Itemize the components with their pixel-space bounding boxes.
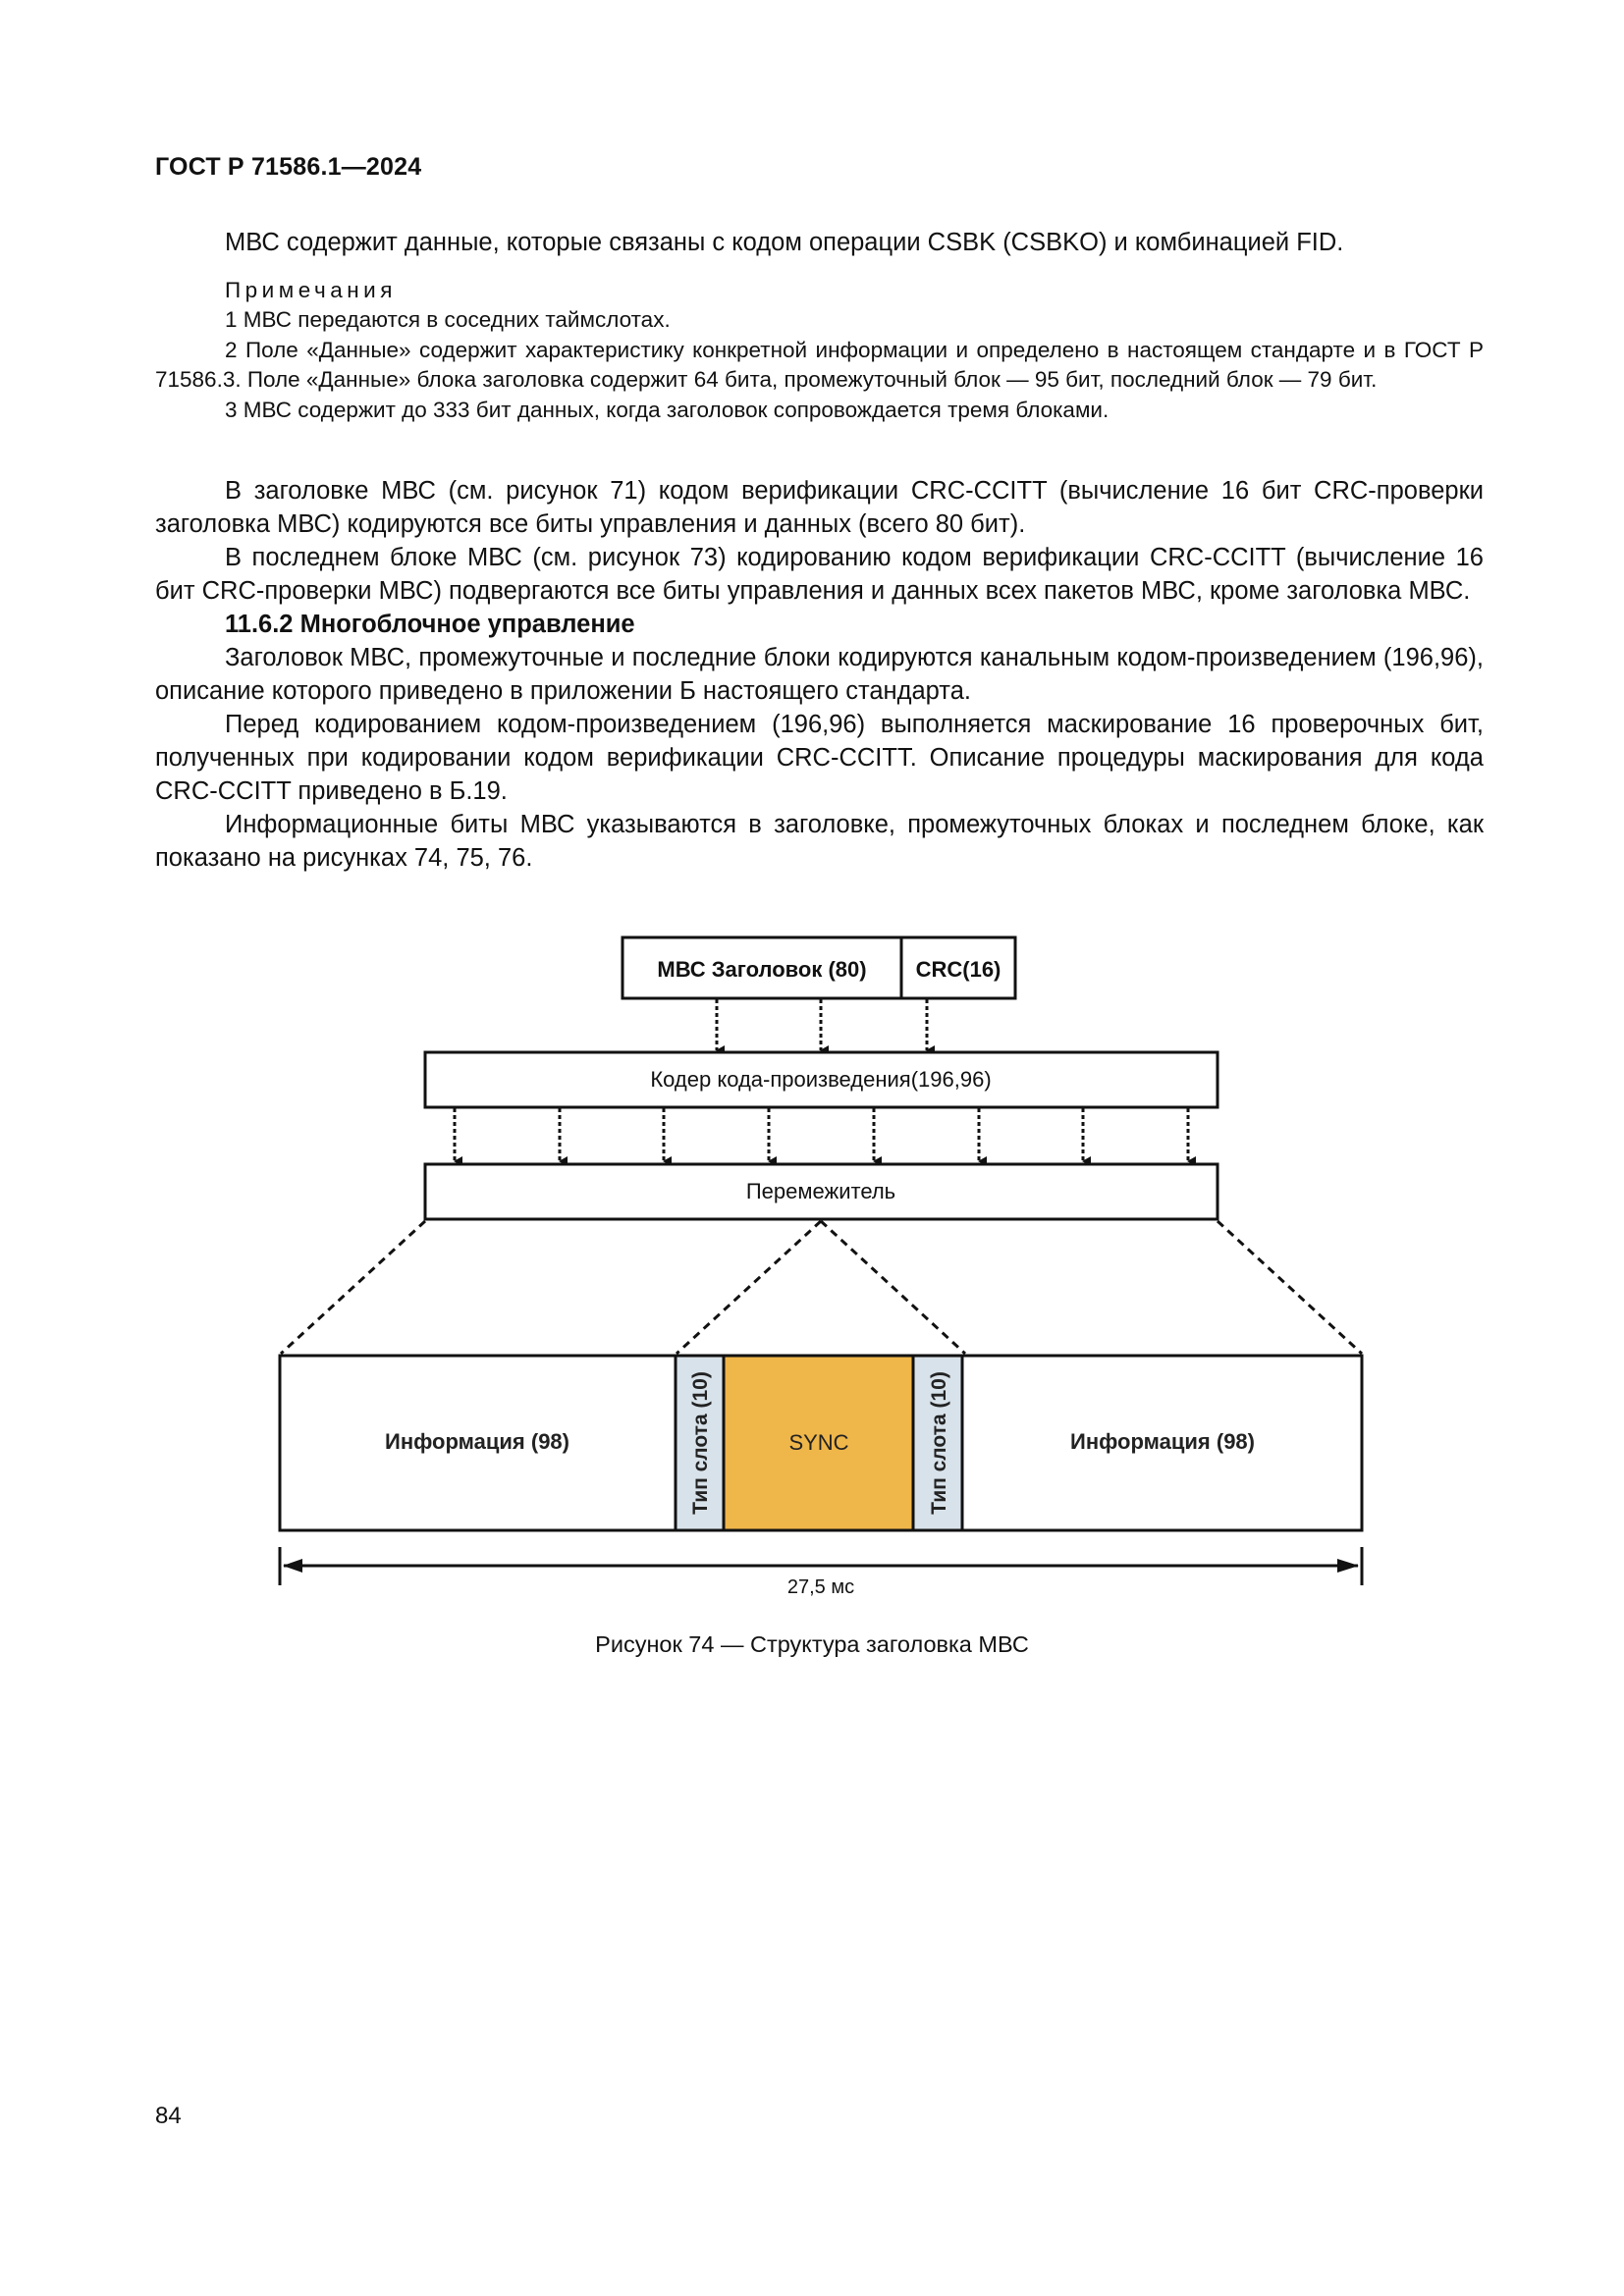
duration-label: 27,5 мс — [786, 1576, 855, 1598]
paragraph-2: В последнем блоке МВС (см. рисунок 73) кодированию кодом верификации CRC-CCITT (вычисление 16 бит CRC-проверки МВС) подвергаются все биты управления и данных всех пакетов МВС, кроме заголовка МВС. — [155, 544, 1484, 605]
mbc-header-box — [623, 937, 901, 998]
intro-text: МВС содержит данные, которые связаны с кодом операции CSBK (CSBKO) и комбинацией FID. — [225, 229, 1344, 256]
note-1: 1 МВС передаются в соседних таймслотах. — [225, 307, 671, 332]
info-left-label: Информация (98) — [385, 1429, 569, 1454]
note-3: 3 МВС содержит до 333 бит данных, когда заголовок сопровождается тремя блоками. — [225, 397, 1110, 422]
info-right-label: Информация (98) — [1070, 1429, 1255, 1454]
duration-dimension — [280, 1547, 1362, 1598]
slot-type-right-label: Тип слота (10) — [928, 1371, 950, 1515]
expansion-line — [677, 1221, 821, 1354]
encoder-label: Кодер кода-произведения(196,96) — [650, 1067, 992, 1092]
mbc-header-label: МВС Заголовок (80) — [657, 957, 867, 982]
expansion-line — [821, 1221, 965, 1354]
interleaver-box — [425, 1164, 1218, 1219]
document-header: ГОСТ Р 71586.1—2024 — [155, 153, 422, 181]
note-2: 2 Поле «Данные» содержит характеристику конкретной информации и определено в настоящем стандарте и в ГОСТ Р 71586.3. Поле «Данные» блока заголовка содержит 64 бита, промежуточный блок — 95 бит, последний блок — 79 бит. — [155, 337, 1484, 392]
page-number: 84 — [155, 2103, 182, 2129]
sync-label: SYNC — [788, 1430, 849, 1455]
expansion-line — [281, 1221, 425, 1354]
interleaver-label: Перемежитель — [745, 1179, 896, 1203]
encoder-box — [425, 1052, 1218, 1107]
paragraph-1: В заголовке МВС (см. рисунок 71) кодом верификации CRC-CCITT (вычисление 16 бит CRC-проверки заголовка МВС) кодируются все биты управления и данных (всего 80 бит). — [155, 477, 1484, 538]
figure-caption: Рисунок 74 — Структура заголовка МВС — [595, 1631, 1029, 1657]
paragraph-5: Информационные биты МВС указываются в заголовке, промежуточных блоках и последнем блоке, как показано на рисунках 74, 75, 76. — [155, 811, 1484, 872]
section-heading: 11.6.2 Многоблочное управление — [225, 611, 635, 638]
arrows-to-interleaver — [455, 1108, 1188, 1161]
paragraph-4: Перед кодированием кодом-произведением (196,96) выполняется маскирование 16 проверочных бит, полученных при кодировании кодом верификации CRC-CCITT. Описание процедуры маскирования для кода CRC-CCITT приведено в Б.19. — [155, 711, 1484, 805]
crc-box — [901, 937, 1015, 998]
slot-type-left-label: Тип слота (10) — [689, 1371, 712, 1515]
arrows-to-encoder — [717, 999, 927, 1050]
expansion-line — [1218, 1221, 1362, 1354]
burst-structure — [280, 1356, 1362, 1530]
crc-label: CRC(16) — [915, 957, 1001, 982]
paragraph-3: Заголовок МВС, промежуточные и последние блоки кодируются канальным кодом-произведением (196,96), описание которого приведено в приложении Б настоящего стандарта. — [155, 644, 1484, 705]
expansion-lines — [281, 1221, 1362, 1354]
notes-title: Примечания — [225, 278, 397, 302]
